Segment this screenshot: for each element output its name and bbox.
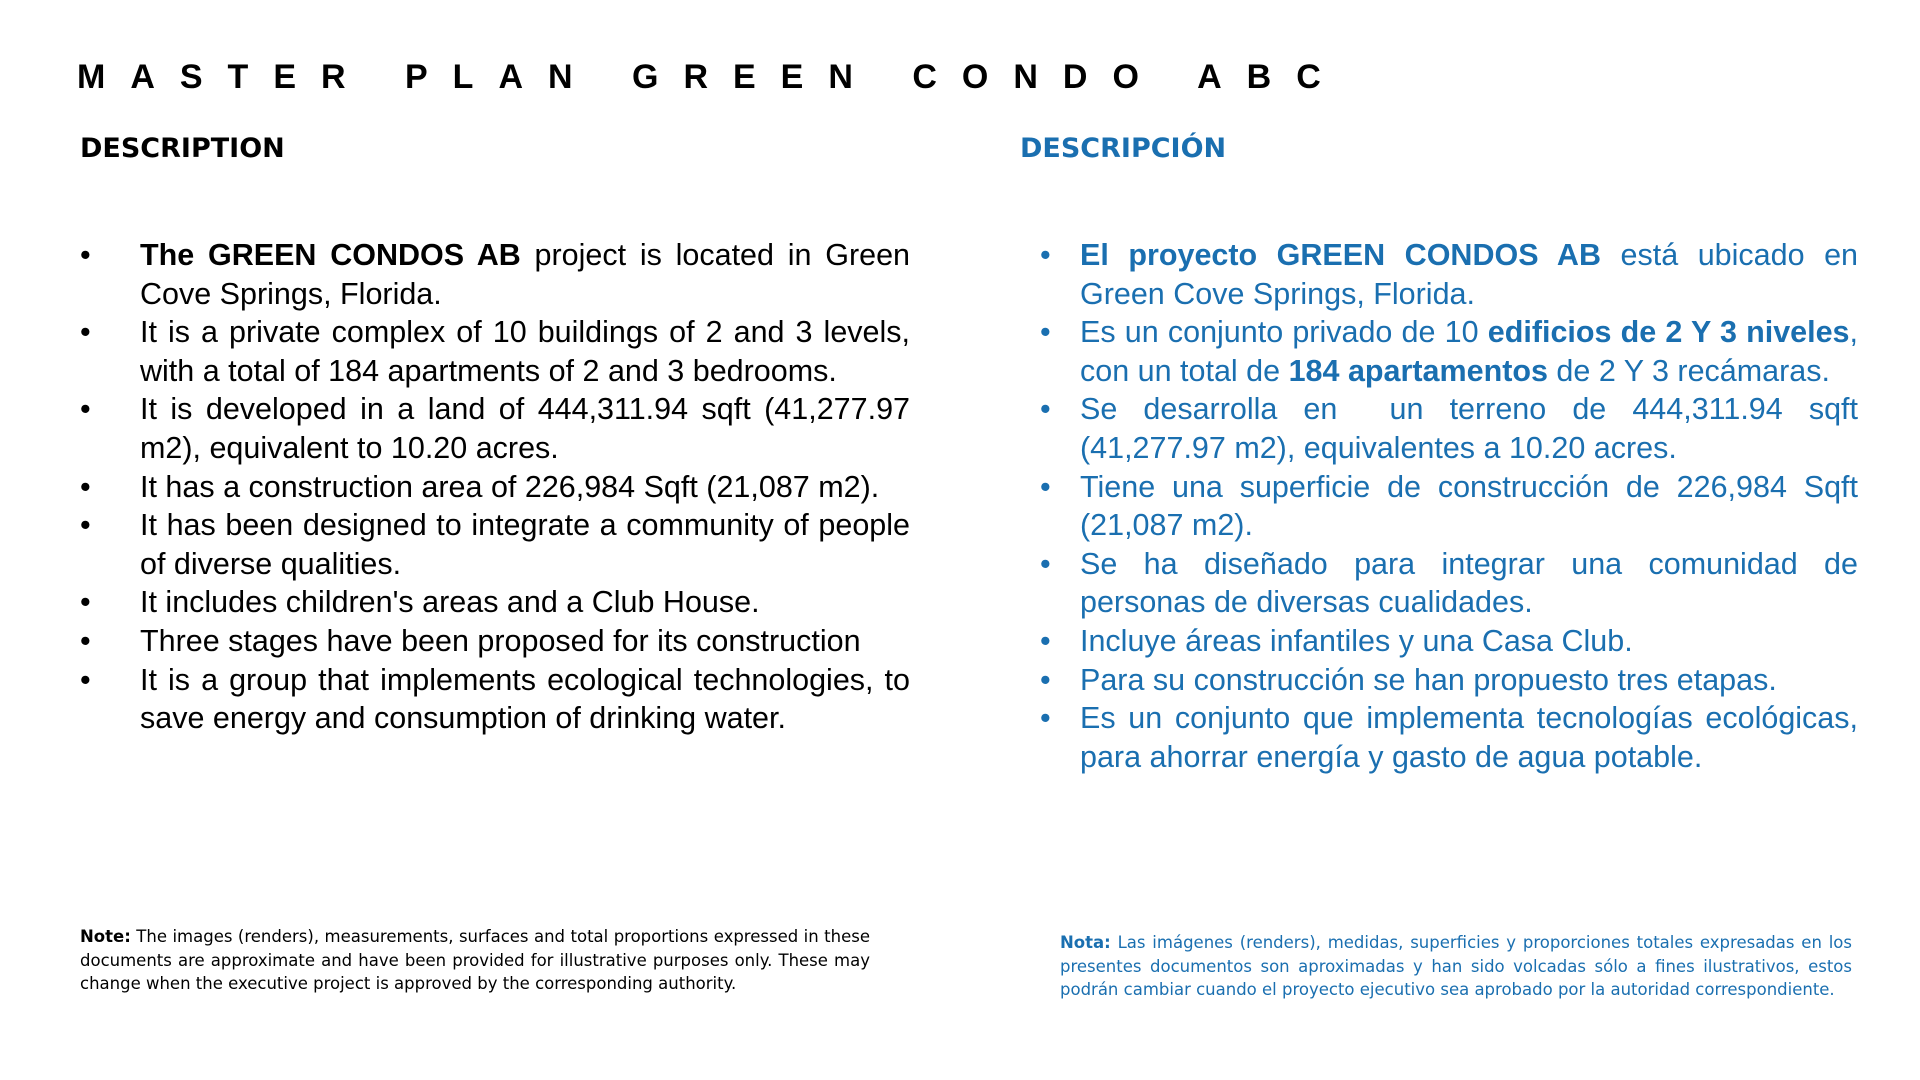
note-label: Nota: <box>1060 933 1111 952</box>
bullet-icon: • <box>1040 701 1051 736</box>
list-item: • Para su construcción se han propuesto tres etapas. <box>1020 661 1858 700</box>
bullet-icon: • <box>80 315 91 350</box>
list-item: • Incluye áreas infantiles y una Casa Club. <box>1020 622 1858 661</box>
list-item: • Tiene una superficie de construcción de 226,984 Sqft (21,087 m2). <box>1040 469 1858 543</box>
list-item: • Es un conjunto que implementa tecnologías ecológicas, para ahorrar energía y gasto de agua potable. <box>1040 701 1858 774</box>
bullet-icon: • <box>80 469 91 504</box>
list-item: • Es un conjunto privado de 10 edificios de 2 Y 3 niveles, con un total de 184 apartamentos de 2 Y 3 recámaras. <box>1040 315 1859 388</box>
note-text: The images (renders), measurements, surfaces and total proportions expressed in these documents are approximate and have been provided for illustrative purposes only. These may change when the executive project is approved by the corresponding authority. <box>80 927 870 993</box>
bullet-icon: • <box>80 623 91 658</box>
bullet-icon: • <box>1040 469 1051 504</box>
list-item: • It is a private complex of 10 buildings of 2 and 3 levels, with a total of 184 apartments of 2 and 3 bedrooms. <box>80 315 910 388</box>
bullet-icon: • <box>80 392 91 427</box>
bullet-icon: • <box>80 585 91 620</box>
note-label: Note: <box>80 927 131 946</box>
list-item: • It has been designed to integrate a community of people of diverse qualities. <box>80 508 910 581</box>
list-item: • It has a construction area of 226,984 Sqft (21,087 m2). <box>80 468 910 507</box>
list-item: • El proyecto GREEN CONDOS AB está ubicado en Green Cove Springs, Florida. <box>1040 238 1858 311</box>
list-item: • Se ha diseñado para integrar una comunidad de personas de diversas cualidades. <box>1040 546 1858 620</box>
list-item: • The GREEN CONDOS AB project is located in Green Cove Springs, Florida. <box>80 238 910 311</box>
project-name: El proyecto GREEN CONDOS AB <box>1080 238 1601 272</box>
note-text: Las imágenes (renders), medidas, superficies y proporciones totales expresadas en los presentes documentos son aproximadas y han sido volcadas sólo a fines ilustrativos, estos podrán cambiar cuando el proyecto ejecutivo sea aprobado por la autoridad correspondiente. <box>1060 933 1852 999</box>
spanish-note <box>1060 931 1852 1002</box>
english-note <box>80 925 870 996</box>
list-item: • Se desarrolla en un terreno de 444,311.94 sqft (41,277.97 m2), equivalentes a 10.20 acres. <box>1040 392 1867 465</box>
list-item: • It is a group that implements ecological technologies, to save energy and consumption of drinking water. <box>80 662 910 736</box>
bullet-icon: • <box>1040 623 1051 658</box>
bullet-icon: • <box>1040 315 1051 350</box>
bullet-icon: • <box>80 662 91 697</box>
list-item: • It is developed in a land of 444,311.94 sqft (41,277.97 m2), equivalent to 10.20 acres. <box>80 392 910 465</box>
spanish-heading: DESCRIPCIÓN <box>1020 133 1227 164</box>
bullet-icon: • <box>1040 662 1051 697</box>
project-name: The GREEN CONDOS AB <box>140 238 521 272</box>
spanish-bullet-list <box>1020 236 1867 776</box>
english-heading: DESCRIPTION <box>80 133 285 164</box>
bullet-icon: • <box>80 238 91 272</box>
bullet-icon: • <box>1040 392 1051 427</box>
list-item: • Three stages have been proposed for its construction <box>80 622 910 661</box>
english-bullet-list <box>80 236 910 738</box>
page-title: MASTER PLAN GREEN CONDO ABC <box>77 58 1346 96</box>
bullet-icon: • <box>1040 546 1051 581</box>
bullet-icon: • <box>80 508 91 543</box>
bullet-icon: • <box>1040 238 1051 272</box>
list-item: • It includes children's areas and a Club House. <box>80 583 910 622</box>
